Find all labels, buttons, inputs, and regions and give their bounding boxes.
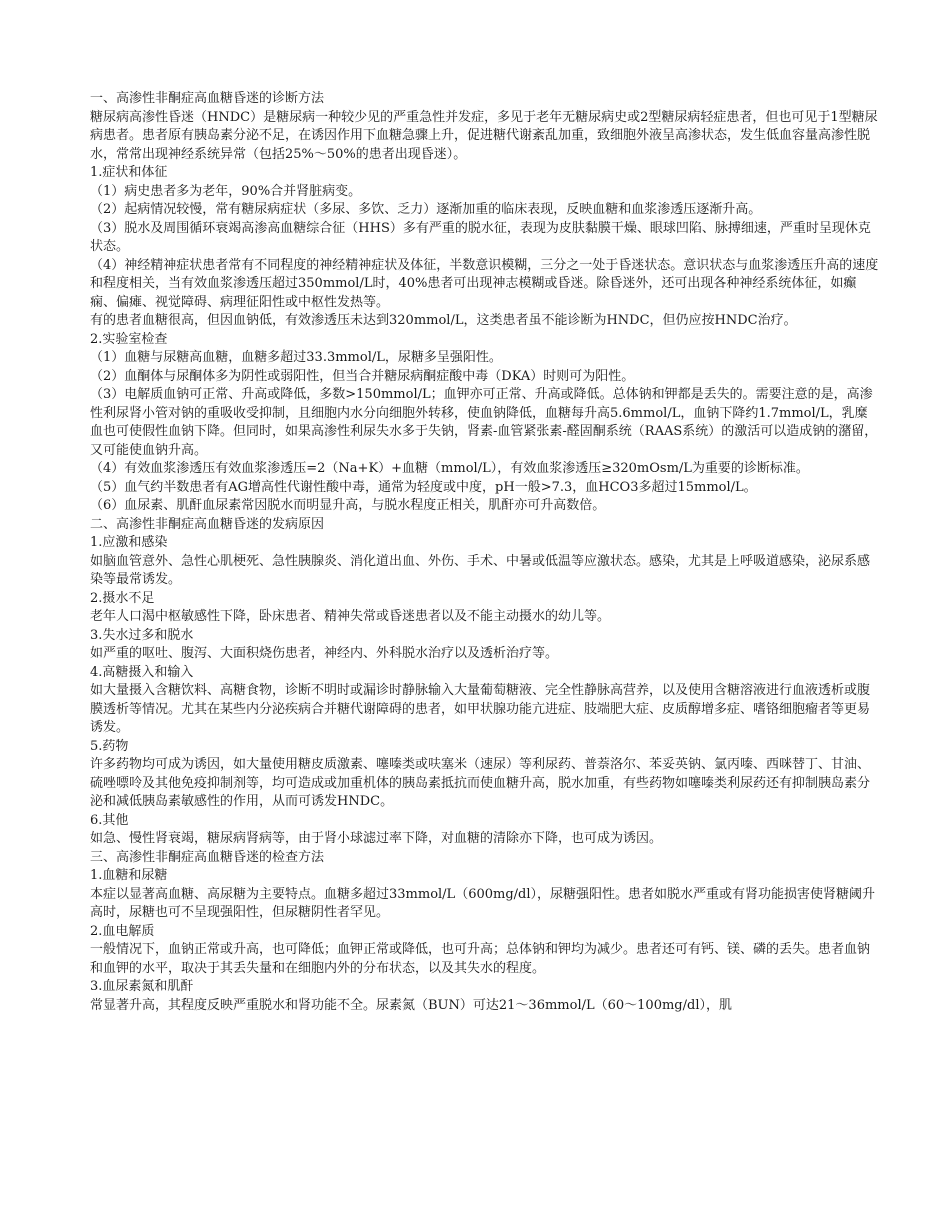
subheading-water-intake: 2.摄水不足 <box>90 590 155 606</box>
paragraph-stress: 如脑血管意外、急性心肌梗死、急性胰腺炎、消化道出血、外伤、手术、中暑或低温等应激状态。感染，尤其是上呼吸道感染，泌尿系感染等最常诱发。 <box>90 553 871 587</box>
subheading-sugar-intake: 4.高糖摄入和输入 <box>90 664 194 680</box>
paragraph-blood-electrolytes: 一般情况下，血钠正常或升高，也可降低；血钾正常或降低，也可升高；总体钠和钾均为减少。患者还可有钙、镁、磷的丢失。患者血钠和血钾的水平，取决于其丢失量和在细胞内外的分布状态，以及其失水的程度。 <box>90 942 871 976</box>
paragraph-neuro: （4）神经精神症状患者常有不同程度的神经精神症状及体征，半数意识模糊，三分之一处于昏迷状态。意识状态与血浆渗透压升高的速度和程度相关，当有效血浆渗透压超过350mmol/L时，40%患者可出现神志模糊或昏迷。除昏迷外，还可出现各种神经系统体征，如癫痫、偏瘫、视觉障碍、病理征阳性或中枢性发热等。 <box>90 257 879 310</box>
paragraph-blood-sugar: （1）血糖与尿糖高血糖，血糖多超过33.3mmol/L，尿糖多呈强阳性。 <box>90 350 502 365</box>
paragraph-blood-urine-sugar: 本症以显著高血糖、高尿糖为主要特点。血糖多超过33mmol/L（600mg/dl），尿糖强阳性。患者如脱水严重或有肾功能损害使肾糖阈升高时，尿糖也可不呈现强阳性，但尿糖阴性者罕见。 <box>90 886 876 920</box>
paragraph-hndc-overview: 糖尿病高渗性昏迷（HNDC）是糖尿病一种较少见的严重急性并发症，多见于老年无糖尿病史或2型糖尿病轻症患者，但也可见于1型糖尿病患者。患者原有胰岛素分泌不足，在诱因作用下血糖急骤上升，促进糖代谢紊乱加重，致细胞外液呈高渗状态，发生低血容量高渗性脱水，常常出现神经系统异常（包括25%～50%的患者出现昏迷）。 <box>90 109 878 162</box>
subheading-drugs: 5.药物 <box>90 738 129 754</box>
paragraph-osmolality: （4）有效血浆渗透压有效血浆渗透压=2（Na+K）+血糖（mmol/L），有效血浆渗透压≥320mOsm/L为重要的诊断标准。 <box>90 461 809 476</box>
section-heading-diagnosis: 一、高渗性非酮症高血糖昏迷的诊断方法 <box>90 91 325 106</box>
paragraph-treatment-note: 有的患者血糖很高，但因血钠低，有效渗透压未达到320mmol/L，这类患者虽不能诊断为HNDC，但仍应按HNDC治疗。 <box>90 313 797 328</box>
section-heading-causes: 二、高渗性非酮症高血糖昏迷的发病原因 <box>90 516 325 532</box>
subheading-blood-electrolytes: 2.血电解质 <box>90 923 155 939</box>
paragraph-blood-gas: （5）血气约半数患者有AG增高性代谢性酸中毒，通常为轻度或中度，pH一般>7.3，血HCO3多超过15mmol/L。 <box>90 479 757 495</box>
subheading-symptoms: 1.症状和体征 <box>90 165 168 180</box>
paragraph-drugs: 许多药物均可成为诱因，如大量使用糖皮质激素、噻嗪类或呋塞米（速尿）等利尿药、普萘洛尔、苯妥英钠、氯丙嗪、西咪替丁、甘油、硫唑嘌呤及其他免疫抑制剂等，均可造成或加重机体的胰岛素抵抗而使血糖升高，脱水加重，有些药物如噻嗪类利尿药还有抑制胰岛素分泌和减低胰岛素敏感性的作用，从而可诱发HNDC。 <box>90 757 871 809</box>
paragraph-bun-creatinine: 常显著升高，其程度反映严重脱水和肾功能不全。尿素氮（BUN）可达21～36mmol/L（60～100mg/dl），肌 <box>90 997 732 1013</box>
subheading-stress: 1.应激和感染 <box>90 535 168 550</box>
paragraph-other: 如急、慢性肾衰竭，糖尿病肾病等，由于肾小球滤过率下降，对血糖的清除亦下降，也可成为诱因。 <box>90 831 663 846</box>
subheading-other: 6.其他 <box>90 812 129 828</box>
subheading-lab-tests: 2.实验室检查 <box>90 331 168 347</box>
paragraph-ketones: （2）血酮体与尿酮体多为阴性或弱阳性，但当合并糖尿病酮症酸中毒（DKA）时则可为阳性。 <box>90 368 635 384</box>
paragraph-sugar-intake: 如大量摄入含糖饮料、高糖食物，诊断不明时或漏诊时静脉输入大量葡萄糖液、完全性静脉高营养，以及使用含糖溶液进行血液透析或腹膜透析等情况。尤其在某些内分泌疾病合并糖代谢障碍的患者，如甲状腺功能亢进症、肢端肥大症、皮质醇增多症、嗜铬细胞瘤者等更易诱发。 <box>90 683 871 735</box>
paragraph-urea: （6）血尿素、肌酐血尿素常因脱水而明显升高，与脱水程度正相关，肌酐亦可升高数倍。 <box>90 498 606 513</box>
paragraph-electrolytes: （3）电解质血钠可正常、升高或降低，多数>150mmol/L；血钾亦可正常、升高或降低。总体钠和钾都是丢失的。需要注意的是，高渗性利尿肾小管对钠的重吸收受抑制，且细胞内水分向细胞外转移，使血钠降低，血糖每升高5.6mmol/L，血钠下降约1.7mmol/L，乳糜血也可使假性血钠下降。但同时，如果高渗性利尿失水多于失钠，肾素-血管紧张素-醛固酮系统（RAAS系统）的激活可以造成钠的潴留，又可能使血钠升高。 <box>90 387 878 458</box>
paragraph-water-loss: 如严重的呕吐、腹泻、大面积烧伤患者，神经内、外科脱水治疗以及透析治疗等。 <box>90 646 559 661</box>
subheading-water-loss: 3.失水过多和脱水 <box>90 627 194 643</box>
section-heading-exams: 三、高渗性非酮症高血糖昏迷的检查方法 <box>90 849 325 865</box>
paragraph-onset: （2）起病情况较慢，常有糖尿病症状（多尿、多饮、乏力）逐渐加重的临床表现，反映血糖和血浆渗透压逐渐升高。 <box>90 202 762 217</box>
paragraph-dehydration: （3）脱水及周围循环衰竭高渗高血糖综合征（HHS）多有严重的脱水征，表现为皮肤黏膜干燥、眼球凹陷、脉搏细速，严重时呈现休克状态。 <box>90 220 871 254</box>
subheading-blood-urine-sugar: 1.血糖和尿糖 <box>90 868 168 883</box>
paragraph-water-intake: 老年人口渴中枢敏感性下降，卧床患者、精神失常或昏迷患者以及不能主动摄水的幼儿等。 <box>90 609 611 624</box>
document-page <box>90 90 880 1015</box>
paragraph-history: （1）病史患者多为老年，90%合并肾脏病变。 <box>90 183 362 199</box>
subheading-bun-creatinine: 3.血尿素氮和肌酐 <box>90 979 194 994</box>
